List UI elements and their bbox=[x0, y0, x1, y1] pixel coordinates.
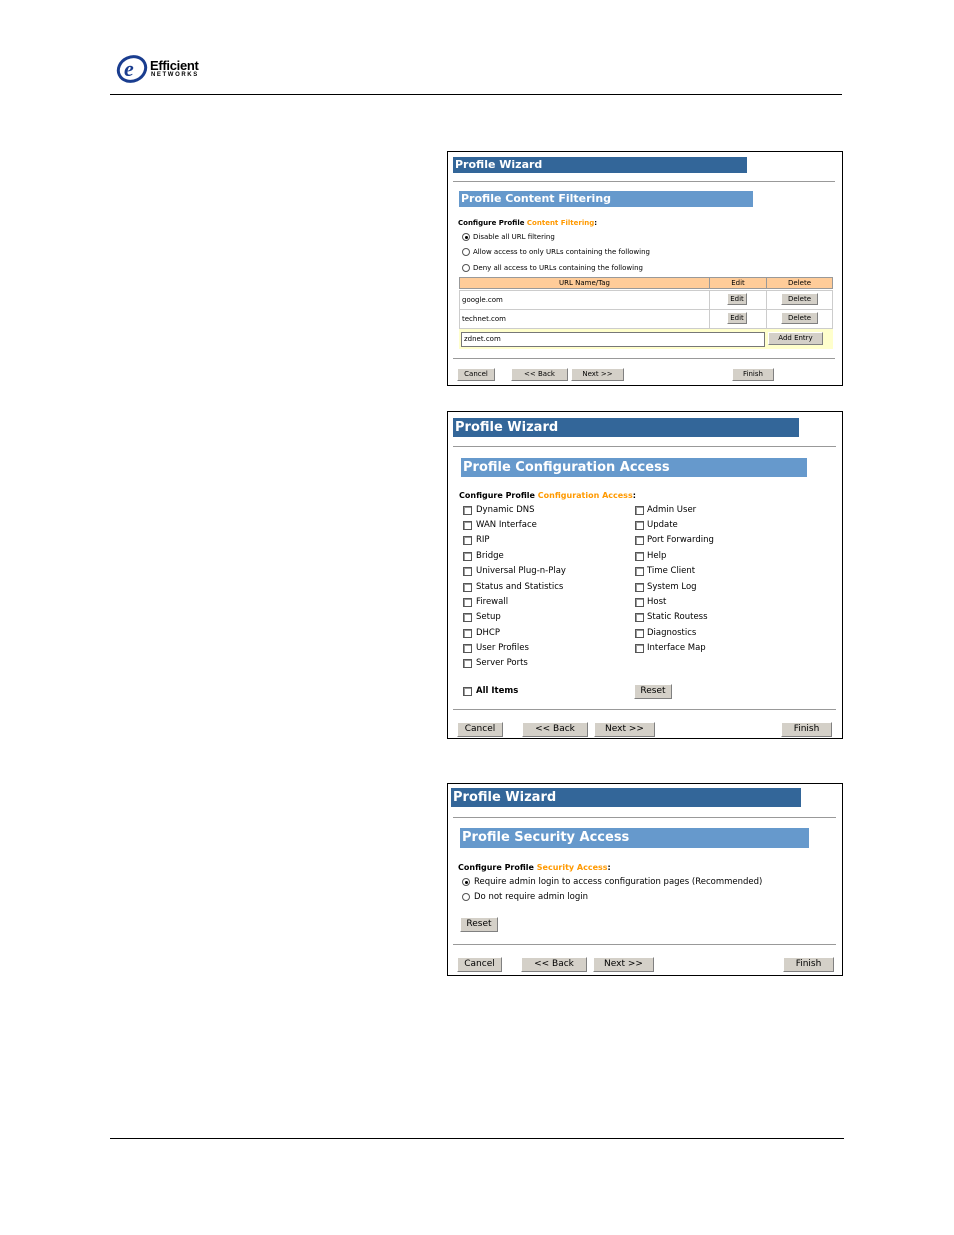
wizard-title: Profile Wizard bbox=[455, 420, 559, 435]
item-label: Server Ports bbox=[476, 658, 528, 668]
radio-deny-all[interactable] bbox=[462, 264, 470, 272]
new-url-input[interactable]: zdnet.com bbox=[461, 332, 765, 347]
wizard-title: Profile Wizard bbox=[453, 790, 557, 805]
checkbox[interactable] bbox=[463, 659, 472, 668]
svg-text:e: e bbox=[124, 56, 134, 81]
option-label: Deny all access to URLs containing the following bbox=[473, 264, 643, 272]
finish-button[interactable]: Finish bbox=[781, 722, 832, 737]
checkbox[interactable] bbox=[463, 567, 472, 576]
checkbox[interactable] bbox=[635, 644, 644, 653]
item-label: Port Forwarding bbox=[647, 535, 714, 545]
security-access-panel bbox=[447, 783, 843, 976]
reset-button[interactable]: Reset bbox=[460, 917, 498, 932]
wizard-title-bar bbox=[453, 157, 747, 173]
back-button[interactable]: << Back bbox=[511, 368, 568, 381]
item-label: Static Routess bbox=[647, 612, 708, 622]
url-cell: google.com bbox=[459, 290, 710, 310]
finish-button[interactable]: Finish bbox=[783, 957, 834, 972]
checkbox[interactable] bbox=[635, 598, 644, 607]
checkbox[interactable] bbox=[463, 552, 472, 561]
radio-no-admin-login[interactable] bbox=[462, 893, 470, 901]
configure-label: Configure Profile Content Filtering: bbox=[458, 219, 598, 227]
radio-require-admin-login[interactable] bbox=[462, 878, 470, 886]
checkbox[interactable] bbox=[463, 521, 472, 530]
efficient-e-logo-icon bbox=[115, 54, 149, 84]
checkbox[interactable] bbox=[635, 583, 644, 592]
section-title-bar bbox=[460, 828, 809, 848]
checkbox[interactable] bbox=[463, 644, 472, 653]
item-label: DHCP bbox=[476, 628, 500, 638]
section-title: Profile Content Filtering bbox=[461, 192, 612, 205]
delete-button[interactable]: Delete bbox=[781, 293, 818, 305]
next-button[interactable]: Next >> bbox=[594, 722, 655, 737]
option-label: Do not require admin login bbox=[474, 892, 589, 902]
edit-button[interactable]: Edit bbox=[727, 293, 747, 305]
option-label: Disable all URL filtering bbox=[473, 233, 555, 241]
all-items-checkbox[interactable] bbox=[463, 687, 472, 696]
logo-subtitle: NETWORKS bbox=[151, 72, 199, 78]
back-button[interactable]: << Back bbox=[522, 722, 588, 737]
item-label: Help bbox=[647, 551, 667, 561]
header-rule bbox=[110, 94, 842, 95]
column-header-url: URL Name/Tag bbox=[459, 277, 710, 289]
divider bbox=[453, 944, 836, 945]
add-entry-button[interactable]: Add Entry bbox=[768, 332, 823, 345]
divider bbox=[453, 446, 836, 447]
checkbox[interactable] bbox=[635, 536, 644, 545]
item-label: Update bbox=[647, 520, 678, 530]
configuration-access-panel bbox=[447, 411, 843, 739]
logo-name: Efficient bbox=[150, 58, 199, 73]
item-label: Admin User bbox=[647, 505, 697, 515]
next-button[interactable]: Next >> bbox=[571, 368, 624, 381]
checkbox[interactable] bbox=[463, 598, 472, 607]
wizard-title-bar bbox=[451, 788, 801, 807]
checkbox[interactable] bbox=[463, 506, 472, 515]
configure-label: Configure Profile Configuration Access: bbox=[459, 491, 636, 500]
column-header-edit: Edit bbox=[709, 277, 767, 289]
section-title-bar bbox=[461, 458, 807, 477]
cancel-button[interactable]: Cancel bbox=[457, 957, 502, 972]
column-header-delete: Delete bbox=[766, 277, 833, 289]
efficient-networks-logo bbox=[115, 54, 225, 84]
checkbox[interactable] bbox=[635, 629, 644, 638]
checkbox[interactable] bbox=[635, 567, 644, 576]
radio-disable-filtering[interactable] bbox=[462, 233, 470, 241]
cancel-button[interactable]: Cancel bbox=[457, 368, 495, 381]
checkbox[interactable] bbox=[635, 552, 644, 561]
item-label: Diagnostics bbox=[647, 628, 697, 638]
item-label: Host bbox=[647, 597, 667, 607]
item-label: WAN Interface bbox=[476, 520, 537, 530]
option-label: Allow access to only URLs containing the following bbox=[473, 248, 650, 256]
divider bbox=[453, 817, 836, 818]
item-label: Status and Statistics bbox=[476, 582, 564, 592]
checkbox[interactable] bbox=[635, 521, 644, 530]
section-title: Profile Configuration Access bbox=[463, 460, 670, 475]
checkbox[interactable] bbox=[463, 583, 472, 592]
divider bbox=[453, 358, 835, 359]
next-button[interactable]: Next >> bbox=[593, 957, 654, 972]
back-button[interactable]: << Back bbox=[521, 957, 587, 972]
item-label: System Log bbox=[647, 582, 697, 592]
item-label: Firewall bbox=[476, 597, 509, 607]
divider bbox=[453, 181, 835, 182]
finish-button[interactable]: Finish bbox=[732, 368, 774, 381]
footer-rule bbox=[110, 1138, 844, 1139]
all-items-label: All Items bbox=[476, 686, 519, 696]
section-title: Profile Security Access bbox=[462, 830, 630, 845]
section-title-bar bbox=[459, 191, 753, 207]
item-label: Bridge bbox=[476, 551, 504, 561]
url-cell: technet.com bbox=[459, 309, 710, 329]
item-label: Universal Plug-n-Play bbox=[476, 566, 566, 576]
option-label: Require admin login to access configuration pages (Recommended) bbox=[474, 877, 763, 887]
cancel-button[interactable]: Cancel bbox=[457, 722, 503, 737]
item-label: RIP bbox=[476, 535, 490, 545]
checkbox[interactable] bbox=[635, 613, 644, 622]
checkbox[interactable] bbox=[463, 629, 472, 638]
radio-allow-only[interactable] bbox=[462, 248, 470, 256]
divider bbox=[453, 709, 836, 710]
wizard-title-bar bbox=[453, 418, 799, 437]
item-label: User Profiles bbox=[476, 643, 529, 653]
checkbox[interactable] bbox=[635, 506, 644, 515]
edit-button[interactable]: Edit bbox=[727, 312, 747, 324]
wizard-title: Profile Wizard bbox=[455, 158, 543, 171]
item-label: Setup bbox=[476, 612, 501, 622]
checkbox[interactable] bbox=[463, 613, 472, 622]
delete-button[interactable]: Delete bbox=[781, 312, 818, 324]
checkbox[interactable] bbox=[463, 536, 472, 545]
item-label: Dynamic DNS bbox=[476, 505, 535, 515]
content-filtering-panel bbox=[447, 151, 843, 386]
reset-button[interactable]: Reset bbox=[634, 684, 672, 699]
item-label: Interface Map bbox=[647, 643, 706, 653]
configure-label: Configure Profile Security Access: bbox=[458, 863, 611, 872]
item-label: Time Client bbox=[647, 566, 696, 576]
